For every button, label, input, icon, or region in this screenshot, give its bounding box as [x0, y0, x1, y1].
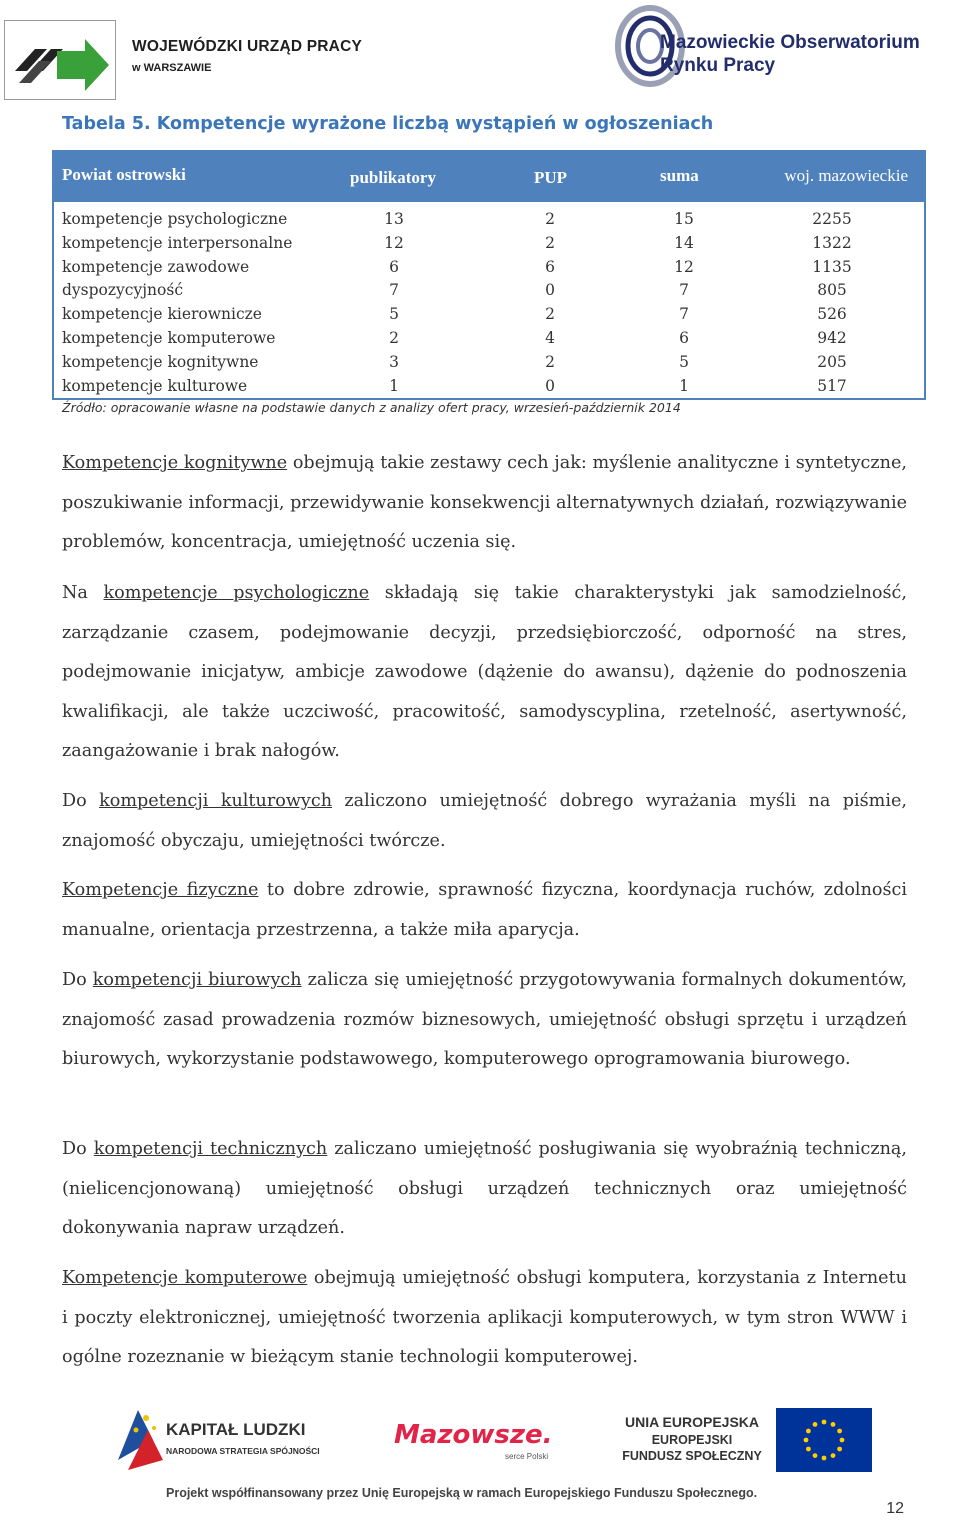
- table-row: [54, 256, 924, 280]
- term-link: kompetencji kulturowych: [99, 791, 333, 811]
- cell-suma: 5: [679, 352, 689, 371]
- cell-woj: 1135: [812, 257, 852, 276]
- cell-publikatory: 1: [389, 376, 399, 395]
- page-number: 12: [886, 1500, 904, 1517]
- table-row: [54, 279, 924, 303]
- cell-publikatory: 12: [384, 233, 404, 252]
- cell-publikatory: 13: [384, 210, 404, 228]
- cell-woj: 1322: [812, 233, 852, 252]
- table-body: [54, 202, 924, 398]
- kapital-ludzki-title: KAPITAŁ LUDZKI: [166, 1420, 306, 1439]
- header-cell: Powiat ostrowski: [62, 165, 186, 184]
- paragraph-text: obejmują umiejętność obsługi komputera, korzystania z Internetu i poczty elektronicznej, umiejętność tworzenia aplikacji komputerowych, w tym stron WWW i ogólne rozeznanie w bieżącym stanie technologii komputerowej.: [62, 1268, 908, 1367]
- wup-logo: [4, 20, 116, 100]
- term-link: Kompetencje fizyczne: [62, 880, 259, 900]
- cell-publikatory: 7: [389, 281, 399, 300]
- paragraph-psychologiczne: [62, 574, 907, 772]
- cell-suma: 15: [674, 210, 694, 228]
- mor-title-line1: Mazowieckie Obserwatorium: [660, 32, 920, 53]
- paragraph-kulturowe: [62, 782, 907, 861]
- cell-suma: 7: [679, 305, 689, 324]
- paragraph-text: zaliczono umiejętność dobrego wyrażania myśli na piśmie, znajomość obyczaju, umiejętności twórcze.: [62, 791, 907, 851]
- table-source-note: Źródło: opracowanie własne na podstawie danych z analizy ofert pracy, wrzesień-październik 2014: [62, 400, 681, 415]
- paragraph-fizyczne: [62, 871, 907, 950]
- table-title: Tabela 5. Kompetencje wyrażone liczbą wystąpień w ogłoszeniach: [62, 114, 714, 134]
- competence-table: [52, 150, 926, 400]
- paragraph-kognitywne: [62, 444, 907, 563]
- table-row: [54, 232, 924, 256]
- efs-line1: EUROPEJSKI: [651, 1433, 733, 1447]
- paragraph-text: to dobre zdrowie, sprawność fizyczna, koordynacja ruchów, zdolności manualne, orientacja przestrzenna, a także miła aparycja.: [62, 880, 907, 940]
- efs-line2: FUNDUSZ SPOŁECZNY: [622, 1449, 762, 1463]
- table-header-row: [54, 152, 924, 202]
- cell-pup: 0: [545, 281, 555, 300]
- paragraph-text: zaliczano umiejętność posługiwania się wyobraźnią techniczną, (nielicencjonowaną) umiejętność obsługi urządzeń technicznych oraz umiejętność dokonywania napraw urządzeń.: [62, 1139, 908, 1238]
- table-row: [54, 327, 924, 351]
- cell-pup: 4: [545, 328, 555, 347]
- cell-pup: 6: [545, 257, 555, 276]
- row-label: kompetencje komputerowe: [62, 328, 276, 347]
- cell-woj: 517: [817, 376, 847, 395]
- row-label: kompetencje kognitywne: [62, 352, 259, 371]
- kapital-ludzki-subtitle: NARODOWA STRATEGIA SPÓJNOŚCI: [166, 1446, 320, 1456]
- cell-suma: 7: [679, 281, 689, 300]
- cell-publikatory: 3: [389, 352, 399, 371]
- table-row: [54, 375, 924, 399]
- table-row: [54, 303, 924, 327]
- paragraph-text: Do: [62, 791, 100, 811]
- paragraph-komputerowe: [62, 1259, 907, 1378]
- paragraph-text: składają się takie charakterystyki jak samodzielność, zarządzanie czasem, podejmowanie decyzji, przedsiębiorczość, odporność na stres, podejmowanie inicjatyw, ambicje zawodowe (dążenie do awansu), dążenie do podnoszenia kwalifikacji, ale także uczciwość, pracowitość, samodyscyplina, rzetelność, asertywność, zaangażowanie i brak nałogów.: [62, 583, 907, 761]
- row-label: kompetencje kierownicze: [62, 305, 262, 324]
- header-cell: woj. mazowieckie: [784, 166, 908, 185]
- row-label: kompetencje interpersonalne: [62, 233, 293, 252]
- cell-pup: 2: [545, 352, 555, 371]
- term-link: kompetencji technicznych: [93, 1139, 328, 1159]
- cell-woj: 205: [817, 352, 847, 371]
- row-label: kompetencje psychologiczne: [62, 210, 288, 228]
- cell-publikatory: 6: [389, 257, 399, 276]
- cell-woj: 2255: [812, 210, 852, 228]
- table-row: [54, 208, 924, 232]
- cell-pup: 2: [545, 210, 555, 228]
- term-link: Kompetencje komputerowe: [62, 1268, 308, 1288]
- paragraph-text: zalicza się umiejętność przygotowywania formalnych dokumentów, znajomość zasad prowadzenia rozmów biznesowych, umiejętność obsługi sprzętu i urządzeń biurowych, wykorzystanie podstawowego, komputerowego oprogramowania biurowego.: [62, 970, 907, 1069]
- table-row: [54, 351, 924, 375]
- row-label: kompetencje zawodowe: [62, 257, 250, 276]
- header-cell: publikatory: [350, 168, 436, 187]
- paragraph-biurowe: [62, 961, 907, 1080]
- cell-suma: 12: [674, 257, 694, 276]
- mazowsze-logo: Mazowsze.: [394, 1420, 553, 1450]
- cell-woj: 526: [817, 305, 847, 324]
- header-cell: suma: [660, 166, 699, 185]
- eu-flag-icon: [776, 1408, 872, 1472]
- cell-pup: 2: [545, 305, 555, 324]
- cell-woj: 942: [817, 328, 847, 347]
- cell-suma: 14: [674, 233, 694, 252]
- paragraph-text: obejmują takie zestawy cech jak: myślenie analityczne i syntetyczne, poszukiwanie informacji, przewidywanie konsekwencji alternatywnych działań, rozwiązywanie problemów, koncentracja, umiejętność uczenia się.: [62, 453, 907, 552]
- paragraph-text: Na: [62, 583, 104, 603]
- wup-logo-icon: [5, 21, 115, 99]
- cell-suma: 1: [679, 376, 689, 395]
- term-link: kompetencje psychologiczne: [103, 583, 370, 603]
- term-link: Kompetencje kognitywne: [62, 453, 288, 473]
- project-funding-note: Projekt współfinansowany przez Unię Europejską w ramach Europejskiego Funduszu Społecznego.: [166, 1486, 758, 1500]
- header-cell: PUP: [534, 168, 568, 187]
- paragraph-text: Do: [62, 1139, 94, 1159]
- term-link: kompetencji biurowych: [92, 970, 302, 990]
- cell-suma: 6: [679, 328, 689, 347]
- row-label: kompetencje kulturowe: [62, 376, 248, 395]
- mazowsze-tagline: serce Polski: [505, 1452, 549, 1461]
- row-label: dyspozycyjność: [62, 281, 184, 300]
- cell-pup: 0: [545, 376, 555, 395]
- ue-title: UNIA EUROPEJSKA: [624, 1414, 760, 1430]
- ue-label: [612, 1414, 772, 1463]
- wup-subtitle: w WARSZAWIE: [132, 62, 212, 74]
- cell-publikatory: 2: [389, 328, 399, 347]
- wup-title: WOJEWÓDZKI URZĄD PRACY: [132, 38, 363, 55]
- cell-pup: 2: [545, 233, 555, 252]
- paragraph-text: Do: [62, 970, 93, 990]
- mor-title-line2: Rynku Pracy: [660, 55, 776, 76]
- cell-publikatory: 5: [389, 305, 399, 324]
- paragraph-techniczne: [62, 1130, 907, 1249]
- cell-woj: 805: [817, 281, 847, 300]
